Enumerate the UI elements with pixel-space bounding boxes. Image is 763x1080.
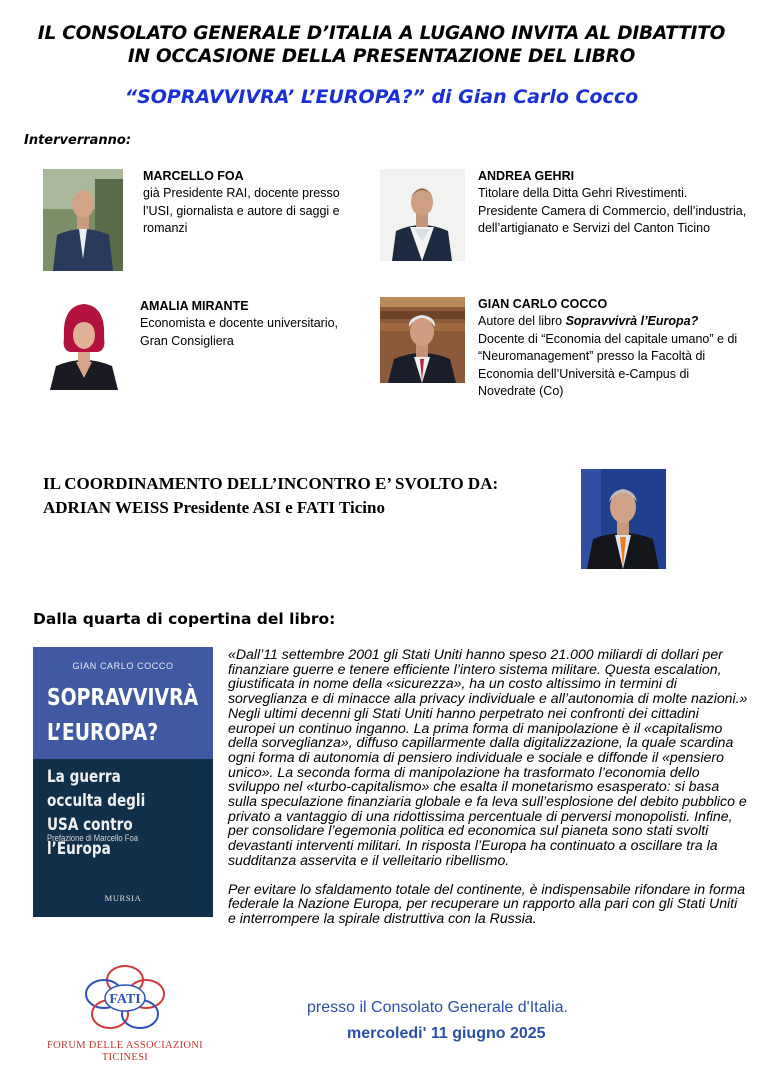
- speaker-foa: [143, 168, 358, 238]
- speaker-photo-cocco: [380, 297, 465, 383]
- book-cover-title: SOPRAVVIVRÀ L’EUROPA?: [47, 685, 199, 746]
- fati-logo-line1: FORUM DELLE ASSOCIAZIONI: [47, 1040, 203, 1051]
- book-cover-subtitle: La guerra occulta degli USA contro l’Europa: [47, 767, 146, 859]
- back-cover-heading: Dalla quarta di copertina del libro:: [33, 610, 336, 628]
- event-venue: presso il Consolato Generale d'Italia.: [307, 999, 568, 1016]
- invitation-title-line1: IL CONSOLATO GENERALE D’ITALIA A LUGANO INVITA AL DIBATTITO: [37, 23, 726, 44]
- fati-logo: [80, 958, 170, 1038]
- speaker-photo-gehri: [380, 169, 465, 261]
- speaker-description: già Presidente RAI, docente presso l’USI, giornalista e autore di saggi e romanzi: [143, 186, 340, 235]
- coordination-line2: ADRIAN WEISS Presidente ASI e FATI Ticino: [43, 498, 385, 517]
- fati-logo-text: [40, 1040, 210, 1064]
- speaker-description: Titolare della Ditta Gehri Rivestimenti. Presidente Camera di Commercio, dell’industria, dell’artigianato e Servizi del Canton Ticino: [478, 186, 747, 235]
- book-cover-image: [33, 647, 213, 917]
- speaker-name: MARCELLO FOA: [143, 169, 244, 183]
- book-cover-author: GIAN CARLO COCCO: [72, 661, 174, 671]
- speaker-description: Economista e docente universitario, Gran Consigliera: [140, 316, 339, 348]
- speaker-photo-foa: [43, 169, 123, 271]
- coordination-block: [43, 472, 498, 520]
- fati-logo-line2: TICINESI: [101, 1052, 149, 1063]
- speaker-cocco: [478, 296, 750, 401]
- book-title-heading: “SOPRAVVIVRA’ L’EUROPA?” di Gian Carlo Cocco: [124, 86, 639, 108]
- speaker-name: AMALIA MIRANTE: [140, 299, 249, 313]
- speaker-photo-mirante: [44, 298, 124, 390]
- back-cover-text: [228, 647, 748, 926]
- fati-logo-icon: [80, 958, 170, 1038]
- event-date: mercoledi' 11 giugno 2025: [347, 1025, 546, 1042]
- speaker-mirante: [140, 298, 355, 350]
- fati-logo-acronym: FATI: [109, 992, 141, 1007]
- speaker-desc-rest: Docente di “Economia del capitale umano” e di “Neuromanagement” presso la Facoltà di Economia dell’Università e-Campus di Novedrate (Co): [478, 331, 738, 398]
- speaker-name: ANDREA GEHRI: [478, 169, 575, 183]
- speaker-gehri: [478, 168, 748, 238]
- invitation-title-line2: IN OCCASIONE DELLA PRESENTAZIONE DEL LIBRO: [127, 46, 636, 67]
- speaker-description: [478, 313, 750, 401]
- coordination-line1: IL COORDINAMENTO DELL’INCONTRO E’ SVOLTO DA:: [43, 474, 499, 493]
- invitation-title: [0, 22, 763, 68]
- speakers-label: Interverranno:: [24, 133, 132, 148]
- coordinator-photo-weiss: [581, 469, 666, 569]
- speaker-desc-prefix: Autore del libro: [478, 314, 566, 328]
- back-cover-paragraph: Per evitare lo sfaldamento totale del continente, è indispensabile rifondare in forma federale la Nazione Europa, per recuperare un rapporto alla pari con gli Stati Uniti e interrompere la spirale distruttiva con la Russia.: [228, 880, 746, 926]
- back-cover-paragraph: «Dall’11 settembre 2001 gli Stati Uniti hanno speso 21.000 miliardi di dollari per finanziare guerre e tenere efficiente l’intero sistema militare. Questa escalation, giustificata in nome della «sicurezza», ha un costo altissimo in termini di sorveglianza e di minacce alla privacy individuale e all’autonomia di molte nazioni.» Negli ultimi decenni gli Stati Uniti hanno perpetrato nei confronti dei cittadini europei un continuo inganno. La prima forma di manipolazione è il «capitalismo della sorveglianza», diffuso capillarmente dalla digitalizzazione, la quale scardina ogni forma di autonomia di pensiero individuale e sociale e diffonde il «pensiero unico». La seconda forma di manipolazione ha trasformato l’economia dello sviluppo nel «turbo-capitalismo» che esalta il monetarismo esasperato: si basa sulla speculazione finanziaria globale e fa leva sull’esplosione del debito pubblico e privato a vantaggio di una ridottissima percentuale di perversi monopolisti. Infine, per consolidare l’egemonia politica ed economica sul pianeta sono stati svolti devastanti interventi militari. In risposta l’Europa ha continuato a oscillare tra la sudditanza asservita e il velleitario ribellismo.: [228, 646, 748, 868]
- book-cover-publisher: MURSIA: [104, 893, 142, 903]
- speaker-book-ref: Sopravvivrà l’Europa?: [565, 314, 699, 328]
- book-cover-preface: Prefazione di Marcello Foa: [47, 833, 139, 843]
- speaker-name: GIAN CARLO COCCO: [478, 297, 608, 311]
